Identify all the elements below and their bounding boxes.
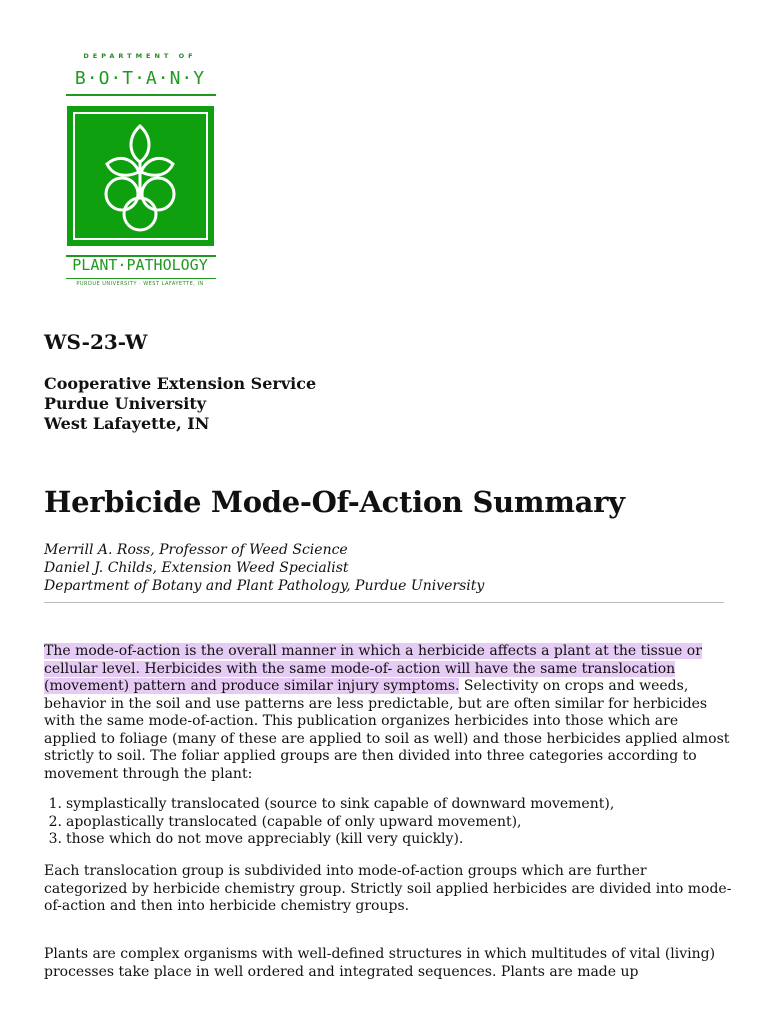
organization-line: Cooperative Extension Service (44, 374, 317, 393)
organization-line: West Lafayette, IN (44, 414, 210, 433)
logo-botany: B·O·T·A·N·Y (74, 68, 206, 89)
horizontal-rule (44, 602, 724, 603)
intro-paragraph (44, 643, 734, 783)
list-item (44, 796, 614, 814)
logo-divider (66, 94, 216, 96)
logo-plant-pathology: PLANT·PATHOLOGY (72, 256, 208, 274)
author-department: Department of Botany and Plant Pathology, Purdue University (44, 578, 485, 594)
list-number: 1. (48, 796, 62, 812)
authors-block (44, 541, 484, 595)
paragraph: Each translocation group is subdivided into mode-of-action groups which are further categorized by herbicide chemistry group. Strictly soil applied herbicides are divided into mode-of-action and then into herbicide chemistry groups. (44, 863, 732, 914)
list-item-text: apoplastically translocated (capable of only upward movement), (66, 813, 522, 830)
paragraph-text: Selectivity on crops and weeds, behavior in the soil and use patterns are less predictable, but are often similar for herbicides with the same mode-of-action. This publication organizes herbicides into those which are applied to foliage (many of these are applied to soil as well) and those herbicides applied almost strictly to soil. The foliar applied groups are then divided into three categories according to movement through the plant: (44, 678, 730, 782)
logo-divider (66, 278, 216, 279)
list-item (44, 814, 614, 832)
author-line: Daniel J. Childs, Extension Weed Specialist (44, 560, 349, 576)
list-number: 3. (48, 831, 62, 847)
paragraph: Plants are complex organisms with well-defined structures in which multitudes of vital (living) processes take place in well ordered and integrated sequences. Plants are made up (44, 946, 716, 980)
organization-block (44, 374, 316, 434)
translocation-list (44, 796, 614, 849)
organization-line: Purdue University (44, 394, 207, 413)
author-line: Merrill A. Ross, Professor of Weed Science (44, 542, 348, 558)
plant-emblem-icon (67, 106, 214, 246)
list-item (44, 831, 614, 849)
document-id: WS-23-W (44, 330, 148, 354)
list-item-text: symplastically translocated (source to sink capable of downward movement), (66, 796, 615, 812)
logo-footer: PURDUE UNIVERSITY · WEST LAFAYETTE, IN (76, 281, 204, 287)
botany-logo (64, 52, 220, 296)
page-title: Herbicide Mode-Of-Action Summary (44, 485, 625, 519)
logo-department-of: DEPARTMENT OF (83, 52, 197, 60)
highlighted-text[interactable]: The mode-of-action is the overall manner in which a herbicide affects a plant at the tissue or cellular level. Herbicides with the same mode-of- action will have the same translocation (movement) pattern and produce similar injury symptoms. (44, 643, 702, 694)
logo-emblem (67, 106, 214, 246)
list-number: 2. (48, 813, 62, 830)
list-item-text: those which do not move appreciably (kill very quickly). (66, 831, 464, 847)
